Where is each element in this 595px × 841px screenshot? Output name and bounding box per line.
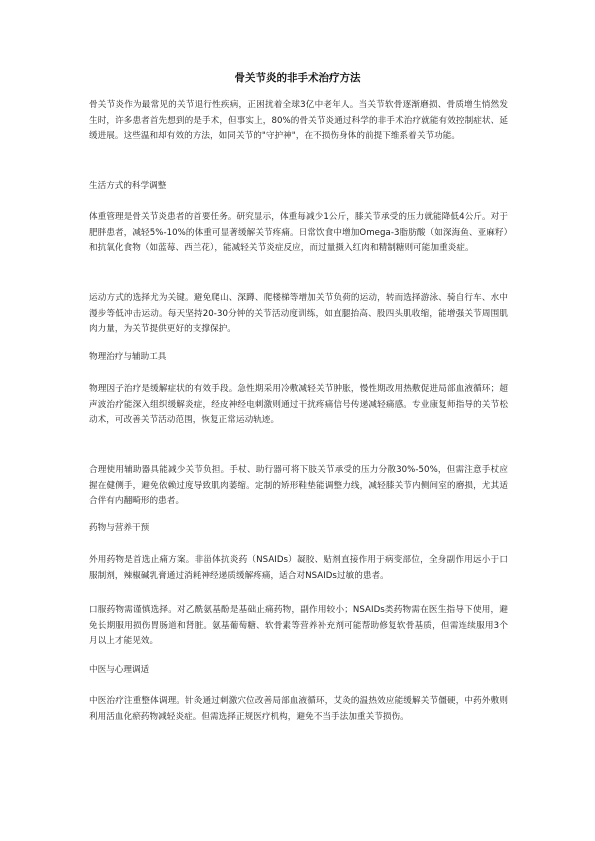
section-heading-medication: 药物与营养干预 xyxy=(89,523,150,533)
medication-paragraph-oral: 口服药物需谨慎选择。对乙酰氨基酚是基础止痛药物，副作用较小；NSAIDs类药物需在医生指导下使用，避免长期服用损伤胃肠道和肾脏。氨基葡萄糖、软骨素等营养补充剂可能帮助修复软骨基质，但需连续服用3个月以上才能见效。 xyxy=(89,605,508,646)
lifestyle-paragraph-weight: 体重管理是骨关节炎患者的首要任务。研究显示，体重每减少1公斤，膝关节承受的压力就能降低4公斤。对于肥胖患者，减轻5%-10%的体重可显著缓解关节疼痛。日常饮食中增加Omega-3脂肪酸（如深海鱼、亚麻籽）和抗氧化食物（如蓝莓、西兰花），能减轻关节炎症反应，而过量摄入红肉和精制糖则可能加重炎症。 xyxy=(89,212,508,253)
lifestyle-paragraph-exercise: 运动方式的选择尤为关键。避免爬山、深蹲、爬楼梯等增加关节负荷的运动，转而选择游泳、骑自行车、水中漫步等低冲击运动。每天坚持20-30分钟的关节活动度训练，如直腿抬高、股四头肌收缩，能增强关节周围肌肉力量，为关节提供更好的支撑保护。 xyxy=(89,293,508,334)
document-title: 骨关节炎的非手术治疗方法 xyxy=(234,72,361,84)
physical-therapy-paragraph-aids: 合理使用辅助器具能减少关节负担。手杖、助行器可将下肢关节承受的压力分散30%-50%，但需注意手杖应握在健侧手，避免依赖过度导致肌肉萎缩。定制的矫形鞋垫能调整力线，减轻膝关节内侧间室的磨损，尤其适合伴有内翻畸形的患者。 xyxy=(89,465,508,506)
physical-therapy-paragraph-modalities: 物理因子治疗是缓解症状的有效手段。急性期采用冷敷减轻关节肿胀，慢性期改用热敷促进局部血液循环；超声波治疗能深入组织缓解炎症，经皮神经电刺激则通过干扰疼痛信号传递减轻痛感。专业康复师指导的关节松动术，可改善关节活动范围，恢复正常运动轨迹。 xyxy=(89,384,508,425)
medication-paragraph-topical: 外用药物是首选止痛方案。非甾体抗炎药（NSAIDs）凝胶、贴剂直接作用于病变部位，全身副作用远小于口服制剂，辣椒碱乳膏通过消耗神经递质缓解疼痛，适合对NSAIDs过敏的患者。 xyxy=(89,555,508,581)
tcm-paragraph: 中医治疗注重整体调理。针灸通过刺激穴位改善局部血液循环，艾灸的温热效应能缓解关节僵硬，中药外敷则利用活血化瘀药物减轻炎症。但需选择正规医疗机构，避免不当手法加重关节损伤。 xyxy=(89,696,508,722)
section-heading-physical-therapy: 物理治疗与辅助工具 xyxy=(89,352,167,362)
section-heading-lifestyle: 生活方式的科学调整 xyxy=(89,181,167,191)
section-heading-tcm: 中医与心理调适 xyxy=(89,665,150,675)
intro-paragraph: 骨关节炎作为最常见的关节退行性疾病，正困扰着全球3亿中老年人。当关节软骨逐渐磨损、骨质增生悄然发生时，许多患者首先想到的是手术，但事实上，80%的骨关节炎通过科学的非手术治疗就能有效控制症状、延缓进展。这些温和却有效的方法，如同关节的"守护神"，在不损伤身体的前提下维系着关节功能。 xyxy=(89,100,508,141)
